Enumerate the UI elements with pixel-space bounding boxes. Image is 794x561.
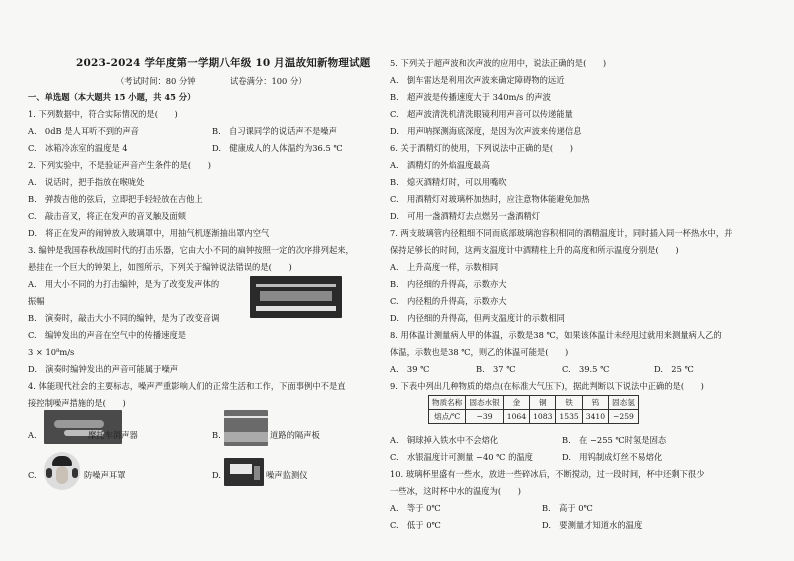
q8-stem-line1: 8. 用体温计测量病人甲的体温，示数是38 ℃，如果该体温计未经甩过就用来测量病人乙的 [390, 330, 722, 340]
table-header-cell: 金 [503, 396, 529, 410]
earmuff-person-image [44, 452, 80, 490]
bianzhong-bells-image [250, 276, 342, 318]
q9-option-b: B. 在 −255 ℃时氢是固态 [562, 435, 667, 445]
q4-option-a: 摩托车消声器 [88, 430, 138, 440]
melting-point-table [428, 395, 639, 424]
q2-option-b: B. 弹拨吉他的弦后，立即把手轻轻放在吉他上 [28, 194, 203, 204]
q5-option-d: D. 用声呐探测海底深度，是因为次声波来传递信息 [390, 126, 582, 136]
q4-option-c: 防噪声耳罩 [84, 470, 126, 480]
table-cell: −39 [466, 410, 503, 424]
q1-option-d: D. 健康成人的人体温约为36.5 ℃ [212, 143, 343, 153]
q3-stem-line2: 悬挂在一个巨大的钟架上，如图所示，下列关于编钟说法错误的是( ) [28, 262, 292, 272]
table-cell: 1535 [556, 410, 582, 424]
q7-option-a: A. 上升高度一样，示数相同 [390, 262, 499, 272]
q5-option-c: C. 超声波清洗机清洗眼镜利用声音可以传递能量 [390, 109, 573, 119]
q4-label-a: A. [28, 430, 37, 440]
section-heading: 一、单选题（本大题共 15 小题，共 45 分） [28, 92, 196, 102]
q4-option-b: 道路的隔声板 [270, 430, 320, 440]
q3-option-c-line2: 3 × 10⁸m/s [28, 347, 75, 357]
q10-option-a: A. 等于 0℃ [390, 503, 441, 513]
q6-option-a: A. 酒精灯的外焰温度最高 [390, 160, 490, 170]
q10-stem-line2: 一些冰，这时杯中水的温度为( ) [390, 486, 521, 496]
q1-option-a: A. 0dB 是人耳听不到的声音 [28, 126, 139, 136]
q3-option-b: B. 演奏时，敲击大小不同的编钟，是为了改变音调 [28, 313, 220, 323]
sound-barrier-image [224, 410, 268, 446]
q3-option-d: D. 演奏时编钟发出的声音可能属于噪声 [28, 364, 179, 374]
q5-option-a: A. 倒车雷达是利用次声波来确定障碍物的远近 [390, 75, 565, 85]
q6-option-d: D. 可用一盏酒精灯去点燃另一盏酒精灯 [390, 211, 541, 221]
q10-stem-line1: 10. 玻璃杯里盛有一些水，放进一些碎冰后，不断搅动，过一段时间，杯中还剩下很少 [390, 469, 705, 479]
q7-option-d: D. 内径细的升得高，但两支温度计的示数相同 [390, 313, 565, 323]
q10-option-d: D. 要测量才知道水的温度 [542, 520, 643, 530]
table-header-row [429, 396, 639, 410]
table-header-cell: 物质名称 [429, 396, 466, 410]
q8-option-c: C. 39.5 ℃ [562, 364, 610, 374]
q4-label-c: C. [28, 470, 37, 480]
q3-option-c-line1: C. 编钟发出的声音在空气中的传播速度是 [28, 330, 187, 340]
q7-option-c: C. 内径粗的升得高，示数亦大 [390, 296, 507, 306]
q8-stem-line2: 体温，示数也是38 ℃，则乙的体温可能是( ) [390, 347, 569, 357]
table-cell: 1083 [530, 410, 556, 424]
q6-option-c: C. 用酒精灯对玻璃杯加热时，应注意物体能避免加热 [390, 194, 590, 204]
q9-stem: 9. 下表中列出几种物质的熔点(在标准大气压下)，据此判断以下说法中正确的是( ) [390, 381, 704, 391]
q9-option-c: C. 水银温度计可测量 −40 ℃ 的温度 [390, 452, 533, 462]
q9-option-a: A. 铜球掉入铁水中不会熔化 [390, 435, 499, 445]
q10-option-b: B. 高于 0℃ [542, 503, 593, 513]
table-header-cell: 固态水银 [466, 396, 503, 410]
q7-stem-line1: 7. 两支玻璃管内径粗细不同而底部玻璃泡容积相同的酒精温度计，同时插入同一杯热水中，并 [390, 228, 733, 238]
q2-option-c: C. 敲击音叉，将正在发声的音叉触及面颊 [28, 211, 187, 221]
q8-option-a: A. 39 ℃ [390, 364, 430, 374]
q10-option-c: C. 低于 0℃ [390, 520, 441, 530]
q5-stem: 5. 下列关于超声波和次声波的应用中，说法正确的是( ) [390, 58, 607, 68]
table-cell: 熔点/℃ [429, 410, 466, 424]
q2-option-a: A. 说话时，把手指放在喉咙处 [28, 177, 145, 187]
table-header-cell: 铜 [530, 396, 556, 410]
table-cell: −259 [609, 410, 639, 424]
q3-option-a-line1: A. 用大小不同的力打击编钟，是为了改变发声体的 [28, 279, 220, 289]
q7-stem-line2: 保持足够长的时间，这两支温度计中酒精柱上升的高度和所示温度分别是( ) [390, 245, 679, 255]
q4-stem-line1: 4. 体能现代社会的主要标志，噪声严重影响人们的正常生活和工作，下面事例中不是直 [28, 381, 346, 391]
q6-option-b: B. 熄灭酒精灯时，可以用嘴吹 [390, 177, 507, 187]
q7-option-b: B. 内径细的升得高，示数亦大 [390, 279, 507, 289]
q3-option-a-line2: 振幅 [28, 296, 45, 306]
q4-label-d: D. [212, 470, 221, 480]
q2-option-d: D. 将正在发声的闹钟放入玻璃罩中，用抽气机逐渐抽出罩内空气 [28, 228, 270, 238]
q1-stem: 1. 下列数据中，符合实际情况的是( ) [28, 109, 178, 119]
table-header-cell: 铁 [556, 396, 582, 410]
q4-label-b: B. [212, 430, 221, 440]
q5-option-b: B. 超声波是传播速度大于 340m/s 的声波 [390, 92, 551, 102]
q1-option-b: B. 自习课同学的说话声不是噪声 [212, 126, 337, 136]
exam-score: 试卷满分：100 分） [230, 76, 307, 86]
table-cell: 1064 [503, 410, 529, 424]
q1-option-c: C. 冰箱冷冻室的温度是 4 [28, 143, 128, 153]
table-header-cell: 固态氢 [609, 396, 639, 410]
q6-stem: 6. 关于酒精灯的使用，下列说法中正确的是( ) [390, 143, 573, 153]
q2-stem: 2. 下列实验中，不是验证声音产生条件的是( ) [28, 160, 211, 170]
q4-stem-line2: 接控制噪声措施的是( ) [28, 398, 126, 408]
exam-time: （考试时间：80 分钟 [116, 76, 196, 86]
q9-option-d: D. 用钨制成灯丝不易熔化 [562, 452, 663, 462]
table-cell: 3410 [582, 410, 608, 424]
q8-option-b: B. 37 ℃ [476, 364, 516, 374]
q4-option-d: 噪声监测仪 [266, 470, 308, 480]
table-header-cell: 钨 [582, 396, 608, 410]
table-row [429, 410, 639, 424]
q8-option-d: D. 25 ℃ [654, 364, 694, 374]
noise-monitor-image [224, 458, 264, 486]
exam-title: 2023-2024 学年度第一学期八年级 10 月温故知新物理试题 [76, 57, 371, 69]
q3-stem-line1: 3. 编钟是我国春秋战国时代的打击乐器，它由大小不同的扁钟按照一定的次序排列起来， [28, 245, 354, 255]
